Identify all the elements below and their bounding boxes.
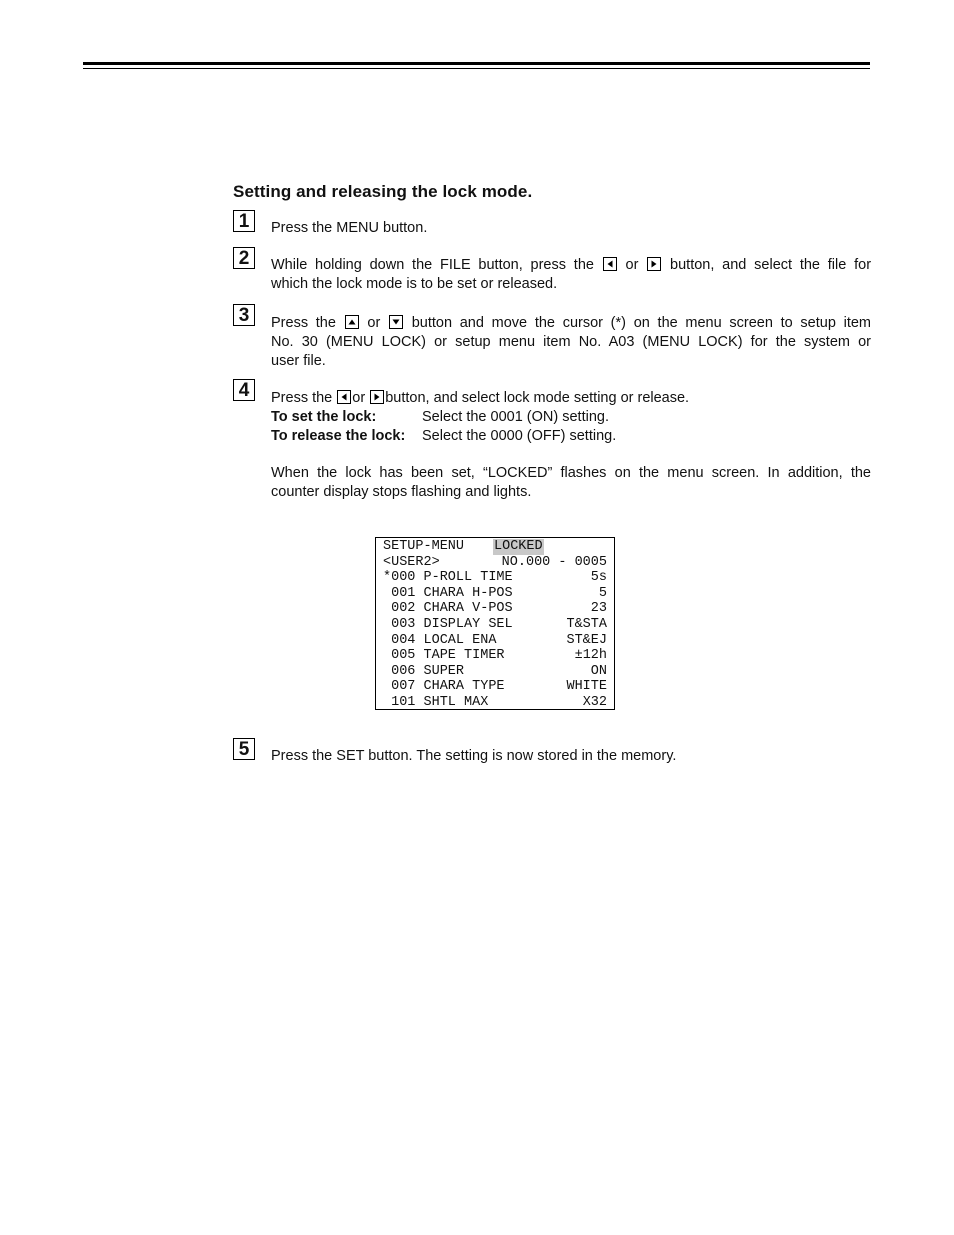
- locked-indicator: LOCKED: [494, 539, 543, 554]
- step-5-text: [271, 747, 871, 766]
- step-4-number: 4: [233, 379, 255, 401]
- step-2-text-b: button, and select the file for: [670, 257, 872, 273]
- menu-row-item: 006 SUPER: [383, 663, 465, 679]
- screen-file: <USER2>: [383, 554, 440, 570]
- menu-row: [383, 633, 607, 649]
- release-lock-label: To release the lock:: [271, 428, 406, 444]
- step-2-or: or: [625, 257, 639, 273]
- step-3-line-2: No. 30 (MENU LOCK) or setup menu item No. A03 (MENU LOCK) for the system or: [271, 334, 871, 350]
- menu-row-value: ±12h: [574, 648, 607, 664]
- step-3-text: [271, 314, 871, 371]
- menu-row-item: 004 LOCAL ENA: [383, 632, 497, 648]
- menu-row-item: 101 SHTL MAX: [383, 695, 489, 710]
- step-5-line: Press the SET button. The setting is now stored in the memory.: [271, 748, 677, 764]
- menu-row-item: 001 CHARA H-POS: [383, 585, 513, 601]
- step-4-note-line-1: When the lock has been set, “LOCKED” flashes on the menu screen. In addition, the: [271, 465, 871, 481]
- menu-row: [383, 664, 607, 680]
- left-arrow-icon: [603, 257, 617, 271]
- step-4-text: [271, 389, 871, 502]
- step-3-text-b: button and move the cursor (*) on the menu screen to setup item: [411, 315, 872, 331]
- step-4-text-a: Press the: [271, 390, 333, 406]
- right-arrow-icon: [647, 257, 661, 271]
- step-4-or: or: [352, 390, 366, 406]
- step-3-line-1: [271, 314, 871, 333]
- up-arrow-icon: [345, 315, 359, 329]
- menu-row-item: 005 TAPE TIMER: [383, 648, 505, 664]
- step-2-text: [271, 256, 871, 294]
- step-5-number: 5: [233, 738, 255, 760]
- menu-row-value: ON: [590, 663, 607, 679]
- menu-row: [383, 695, 607, 711]
- screen-range: NO.000 - 0005: [501, 554, 607, 570]
- step-4-line-1: [271, 389, 871, 408]
- menu-row: [383, 679, 607, 695]
- release-lock-row: [271, 427, 871, 446]
- step-1-text: [271, 219, 871, 238]
- screen-file-row: [383, 555, 607, 571]
- menu-row-item: 002 CHARA V-POS: [383, 601, 513, 617]
- step-4-note-line-2: counter display stops flashing and lights.: [271, 484, 532, 500]
- header-rule-thin: [83, 68, 870, 69]
- menu-row-item: *000 P-ROLL TIME: [383, 570, 513, 586]
- header-rule-thick: [83, 62, 870, 65]
- menu-row-item: 003 DISPLAY SEL: [383, 617, 513, 632]
- set-lock-label: To set the lock:: [271, 409, 377, 425]
- screen-title: SETUP-MENU: [383, 539, 465, 554]
- down-arrow-icon: [389, 315, 403, 329]
- step-2-text-a: While holding down the FILE button, press the: [271, 257, 594, 273]
- menu-row-value: WHITE: [566, 679, 607, 695]
- right-arrow-icon: [370, 390, 384, 404]
- set-lock-text: Select the 0001 (ON) setting.: [422, 409, 609, 425]
- left-arrow-icon: [337, 390, 351, 404]
- step-2-number: 2: [233, 247, 255, 269]
- step-3-text-a: Press the: [271, 315, 336, 331]
- release-lock-text: Select the 0000 (OFF) setting.: [422, 428, 617, 444]
- menu-row: [383, 617, 607, 633]
- step-2-line-2: which the lock mode is to be set or released.: [271, 276, 558, 292]
- screen-title-row: [383, 539, 607, 555]
- menu-row-item: 007 CHARA TYPE: [383, 679, 505, 695]
- menu-row: [383, 648, 607, 664]
- menu-row-value: 23: [590, 601, 607, 617]
- menu-row-value: 5s: [590, 570, 607, 586]
- step-1-line: Press the MENU button.: [271, 220, 428, 236]
- step-3-number: 3: [233, 304, 255, 326]
- menu-row-value: X32: [582, 695, 607, 710]
- step-4-text-b: button, and select lock mode setting or release.: [385, 390, 690, 406]
- step-2-line-1: [271, 256, 871, 275]
- menu-row-value: T&STA: [566, 617, 607, 632]
- set-lock-row: [271, 408, 871, 427]
- menu-row: [383, 570, 607, 586]
- step-3-or: or: [367, 315, 381, 331]
- menu-row-value: ST&EJ: [566, 632, 607, 648]
- setup-menu-screen: [375, 537, 615, 710]
- step-1-number: 1: [233, 210, 255, 232]
- step-3-line-3: user file.: [271, 353, 326, 369]
- section-heading: Setting and releasing the lock mode.: [233, 182, 533, 201]
- menu-row: [383, 586, 607, 602]
- menu-row-value: 5: [598, 585, 607, 601]
- menu-row: [383, 601, 607, 617]
